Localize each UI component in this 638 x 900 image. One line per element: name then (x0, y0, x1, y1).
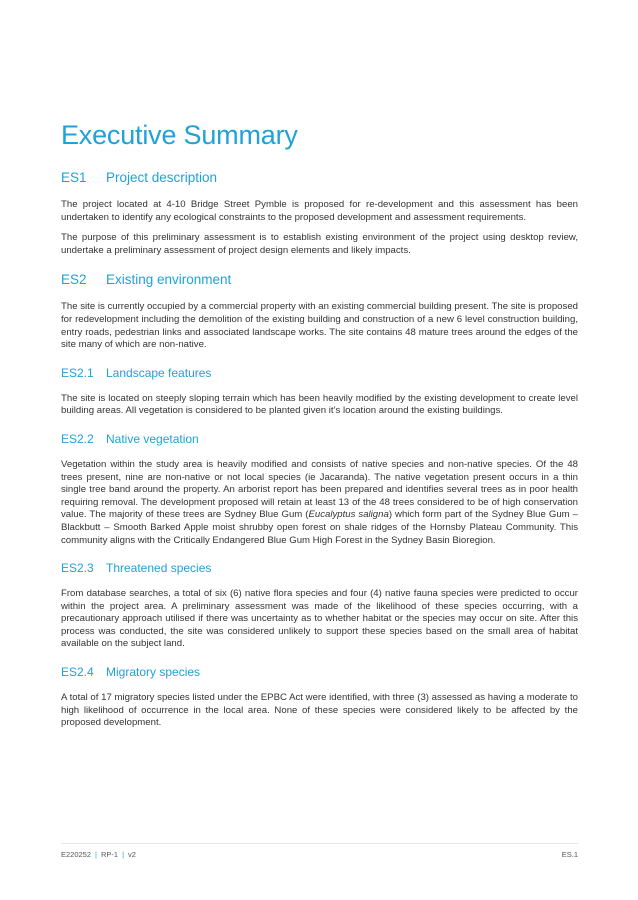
footer-separator: | (122, 850, 125, 859)
paragraph: The purpose of this preliminary assessment is to establish existing environment of the project using desktop review, undertake a preliminary assessment of project design elements and likely impacts. (61, 232, 578, 256)
section-es2-1-heading (61, 365, 578, 381)
page-footer (61, 843, 578, 859)
page-content (61, 118, 578, 730)
section-title: Migratory species (106, 665, 201, 680)
paragraph: A total of 17 migratory species listed under the EPBC Act were identified, with three (3) assessed as having a moderate to high likelihood of occurrence in the local area. None of these species were considered likely to be affected by the proposed development. (61, 692, 578, 729)
section-es2-4-heading (61, 664, 578, 680)
paragraph: The site is currently occupied by a commercial property with an existing commercial building present. The site is proposed for redevelopment including the demolition of the existing building and construction of a new 6 level construction building, entry roads, pedestrian links and associated landscape works. The site contains 48 mature trees around the edges of the site many of which are non-native. (61, 301, 578, 351)
section-title: Landscape features (106, 365, 212, 380)
footer-doc-info (61, 850, 136, 859)
section-es2-2-heading (61, 431, 578, 447)
text-run: Vegetation within the study area is heavily modified and consists of native species and non-native species. Of the 48 trees present, nine are non-native or not local species (ie Jacaranda). The native vegetation present occurs in a thin single tree band around the property. An arborist report has been prepared and identifies several trees as in poor health requiring removal. The development proposed will retain at least 13 of the 48 trees considered to be of high conservation value. The majority of these trees are Sydney Blue Gum ( (61, 458, 578, 521)
paragraph: The project located at 4-10 Bridge Street Pymble is proposed for re-development and this assessment has been undertaken to identify any ecological constraints to the proposed development and assessment requirements. (61, 199, 578, 223)
footer-version: v2 (128, 850, 136, 859)
section-number: ES1 (61, 170, 87, 185)
paragraph (61, 459, 578, 547)
section-number: ES2.2 (61, 431, 94, 446)
section-number: ES2.4 (61, 665, 94, 680)
section-title: Existing environment (106, 272, 232, 288)
section-number: ES2 (61, 272, 87, 288)
paragraph: From database searches, a total of six (6) native flora species and four (4) native fauna species were predicted to occur within the project area. A preliminary assessment was made of the likelihood of these species occurring, with a precautionary approach utilised if there was uncertainty as to whether habitat or the species may occur on site. After this process was conducted, the site was considered unlikely to support these species based on the small area of habitat available on the subject land. (61, 588, 578, 650)
section-es1-heading (61, 169, 578, 187)
section-title: Native vegetation (106, 431, 199, 446)
paragraph: The site is located on steeply sloping terrain which has been heavily modified by the existing development to create level building areas. All vegetation is considered to be planted given it’s location around the existing buildings. (61, 392, 578, 417)
text-run: ) which form part of the Sydney Blue Gum – Blackbutt – Smooth Barked Apple moist shrubby open forest on shale ridges of the Hornsby Plateau Community. This community aligns with the Critically Endangered Blue Gum High Forest in the Sydney Basin Bioregion. (61, 509, 578, 546)
section-number: ES2.1 (61, 365, 94, 380)
page-number: ES.1 (561, 850, 578, 859)
footer-separator: | (95, 850, 97, 859)
section-es2-3-heading (61, 560, 578, 576)
page-title: Executive Summary (61, 120, 298, 150)
species-name: Eucalyptus saligna (308, 509, 389, 521)
footer-doc-id: E220252 (61, 850, 92, 859)
section-title: Threatened species (106, 561, 212, 576)
footer-report: RP-1 (100, 850, 119, 859)
section-number: ES2.3 (61, 561, 94, 576)
section-es2-heading (61, 271, 578, 289)
section-title: Project description (106, 170, 218, 185)
